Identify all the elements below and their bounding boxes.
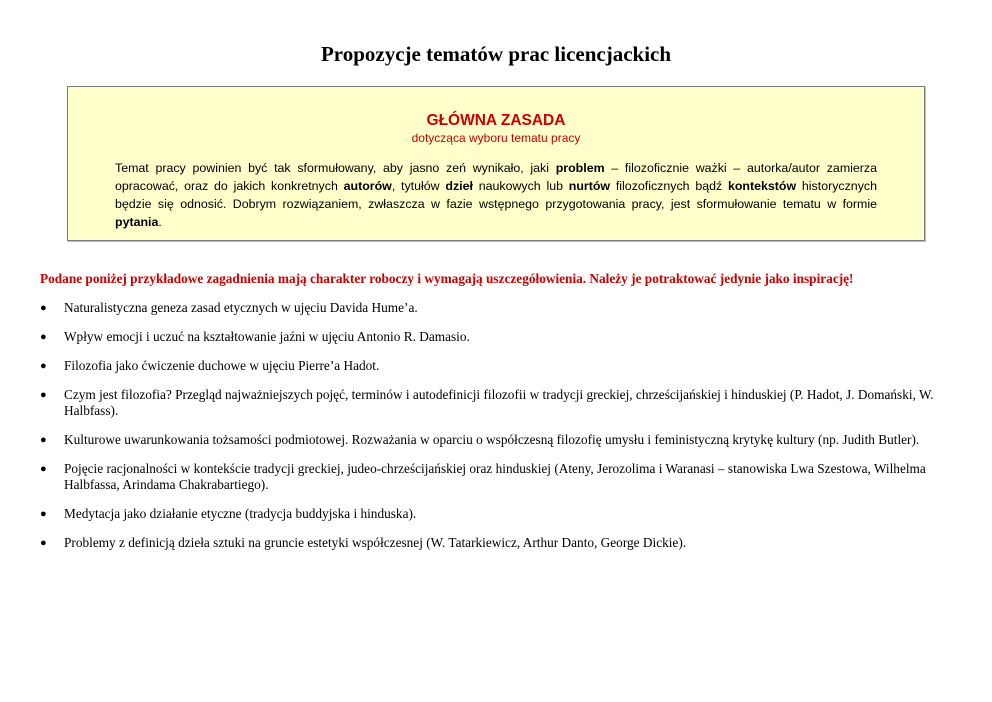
topic-text: Kulturowe uwarunkowania tożsamości podmiotowej. Rozważania w oparciu o współczesną filozofię umysłu i feministyczną krytykę kultury (np. Judith Butler). (64, 432, 920, 447)
rule-keyword-authors: autorów (343, 179, 392, 193)
topic-text: Naturalistyczna geneza zasad etycznych w ujęciu Davida Hume’a. (64, 300, 418, 315)
bullet-icon: ● (40, 331, 47, 343)
rule-text-part: . (158, 215, 162, 229)
rule-keyword-currents: nurtów (568, 179, 611, 193)
list-item (40, 329, 940, 345)
page-title: Propozycje tematów prac licencjackich (320, 42, 672, 66)
list-item (40, 535, 940, 551)
topic-text: Czym jest filozofia? Przegląd najważniejszych pojęć, terminów i autodefinicji filozofii w tradycji greckiej, chrześcijańskiej i hinduskiej (P. Hadot, J. Domański, W. Halbfass). (64, 387, 934, 418)
rule-keyword-contexts: kontekstów (727, 179, 797, 193)
rule-text-part: historycznych będzie się odnosić. Dobrym rozwiązaniem, zwłaszcza w fazie wstępnego przygotowania pracy, jest sformułowanie tematu w formie (115, 179, 877, 211)
topic-text: Pojęcie racjonalności w kontekście tradycji greckiej, judeo-chrześcijańskiej oraz hinduskiej (Ateny, Jerozolima i Waranasi – stanowiska Lwa Szestowa, Wilhelma Halbfassa, Arindama Chakrabartiego). (64, 461, 926, 492)
rule-keyword-problem: problem (555, 161, 605, 175)
list-item (40, 506, 940, 522)
bullet-icon: ● (40, 360, 47, 372)
warning-note: Podane poniżej przykładowe zagadnienia mają charakter roboczy i wymagają uszczegółowienia. Należy je potraktować jedynie jako inspirację! (40, 271, 854, 286)
list-item (40, 358, 940, 374)
list-item (40, 300, 940, 316)
rule-text-part: – filozoficznie ważki – autorka/autor zamierza opracować, oraz do jakich konkretnych (115, 161, 877, 193)
list-item (40, 387, 940, 419)
rule-text-part: , tytułów (391, 179, 446, 193)
rule-heading: GŁÓWNA ZASADA (426, 112, 566, 129)
list-item (40, 432, 940, 448)
main-rule-box (67, 86, 925, 241)
topic-text: Filozofia jako ćwiczenie duchowe w ujęciu Pierre’a Hadot. (64, 358, 380, 373)
topic-text: Problemy z definicją dzieła sztuki na gruncie estetyki współczesnej (W. Tatarkiewicz, Arthur Danto, George Dickie). (64, 535, 687, 550)
bullet-icon: ● (40, 508, 47, 520)
bullet-icon: ● (40, 302, 47, 314)
topic-text: Medytacja jako działanie etyczne (tradycja buddyjska i hinduska). (64, 506, 417, 521)
bullet-icon: ● (40, 389, 47, 401)
rule-subheading: dotycząca wyboru tematu pracy (411, 131, 581, 145)
bullet-icon: ● (40, 537, 47, 549)
rule-text (115, 159, 877, 231)
rule-text-part: filozoficznych bądź (610, 179, 728, 193)
rule-text-part: Temat pracy powinien być tak sformułowany, aby jasno zeń wynikało, jaki (115, 161, 556, 175)
bullet-icon: ● (40, 434, 47, 446)
rule-keyword-works: dzieł (445, 179, 473, 193)
rule-keyword-question: pytania (115, 215, 159, 229)
topic-list (40, 300, 940, 564)
list-item (40, 461, 940, 493)
rule-text-part: naukowych lub (472, 179, 569, 193)
bullet-icon: ● (40, 463, 47, 475)
topic-text: Wpływ emocji i uczuć na kształtowanie jaźni w ujęciu Antonio R. Damasio. (64, 329, 470, 344)
